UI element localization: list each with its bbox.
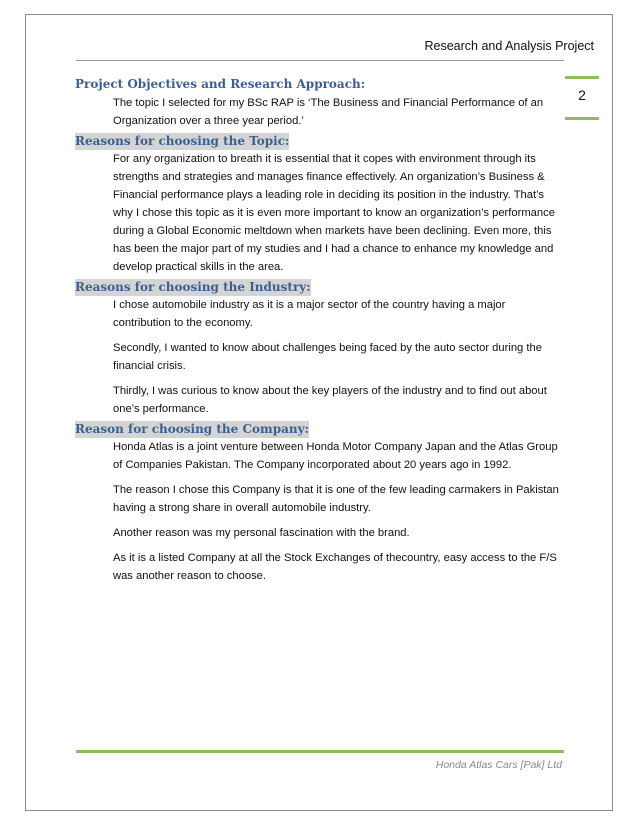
section-industry bbox=[75, 278, 563, 418]
section-heading: Reasons for choosing the Topic: bbox=[75, 134, 290, 148]
document-body bbox=[75, 75, 563, 587]
section-objectives bbox=[75, 75, 563, 130]
footer-rule bbox=[76, 750, 564, 753]
section-heading: Reasons for choosing the Industry: bbox=[75, 280, 311, 294]
section-company bbox=[75, 420, 563, 585]
paragraph: For any organization to breath it is essential that it copes with environment through its strengths and strategies and manages finance effectively. An organization’s Business & Financial performance plays a leading role in deciding its position in the industry. That’s why I chose this topic as it is even more important to know an organization’s performance during a Global Economic meltdown when markets have been declining. Even more, this has been the major part of my studies and I had a chance to enhance my knowledge and develop practical skills in the area. bbox=[113, 153, 555, 273]
paragraph: As it is a listed Company at all the Stock Exchanges of thecountry, easy access to the F/S was another reason to choose. bbox=[113, 552, 557, 582]
paragraph: The topic I selected for my BSc RAP is ‘The Business and Financial Performance of an Organization over a three year period.’ bbox=[113, 97, 544, 127]
section-heading: Reason for choosing the Company: bbox=[75, 422, 309, 436]
section-topic bbox=[75, 132, 563, 276]
footer-company-name: Honda Atlas Cars [Pak] Ltd bbox=[435, 759, 562, 771]
header-rule bbox=[76, 60, 564, 61]
paragraph: I chose automobile industry as it is a major sector of the country having a major contribution to the economy. bbox=[113, 299, 506, 329]
running-header: Research and Analysis Project bbox=[424, 39, 594, 53]
section-heading: Project Objectives and Research Approach: bbox=[75, 77, 366, 91]
paragraph: Secondly, I wanted to know about challenges being faced by the auto sector during the financial crisis. bbox=[113, 342, 542, 372]
paragraph: The reason I chose this Company is that it is one of the few leading carmakers in Pakistan having a strong share in overall automobile industry. bbox=[113, 484, 559, 514]
page-number: 2 bbox=[578, 87, 586, 103]
page-number-box bbox=[565, 76, 599, 120]
paragraph: Another reason was my personal fascination with the brand. bbox=[113, 527, 410, 539]
paragraph: Honda Atlas is a joint venture between Honda Motor Company Japan and the Atlas Group of Companies Pakistan. The Company incorporated about 20 years ago in 1992. bbox=[113, 441, 558, 471]
paragraph: Thirdly, I was curious to know about the key players of the industry and to find out about one’s performance. bbox=[113, 385, 547, 415]
